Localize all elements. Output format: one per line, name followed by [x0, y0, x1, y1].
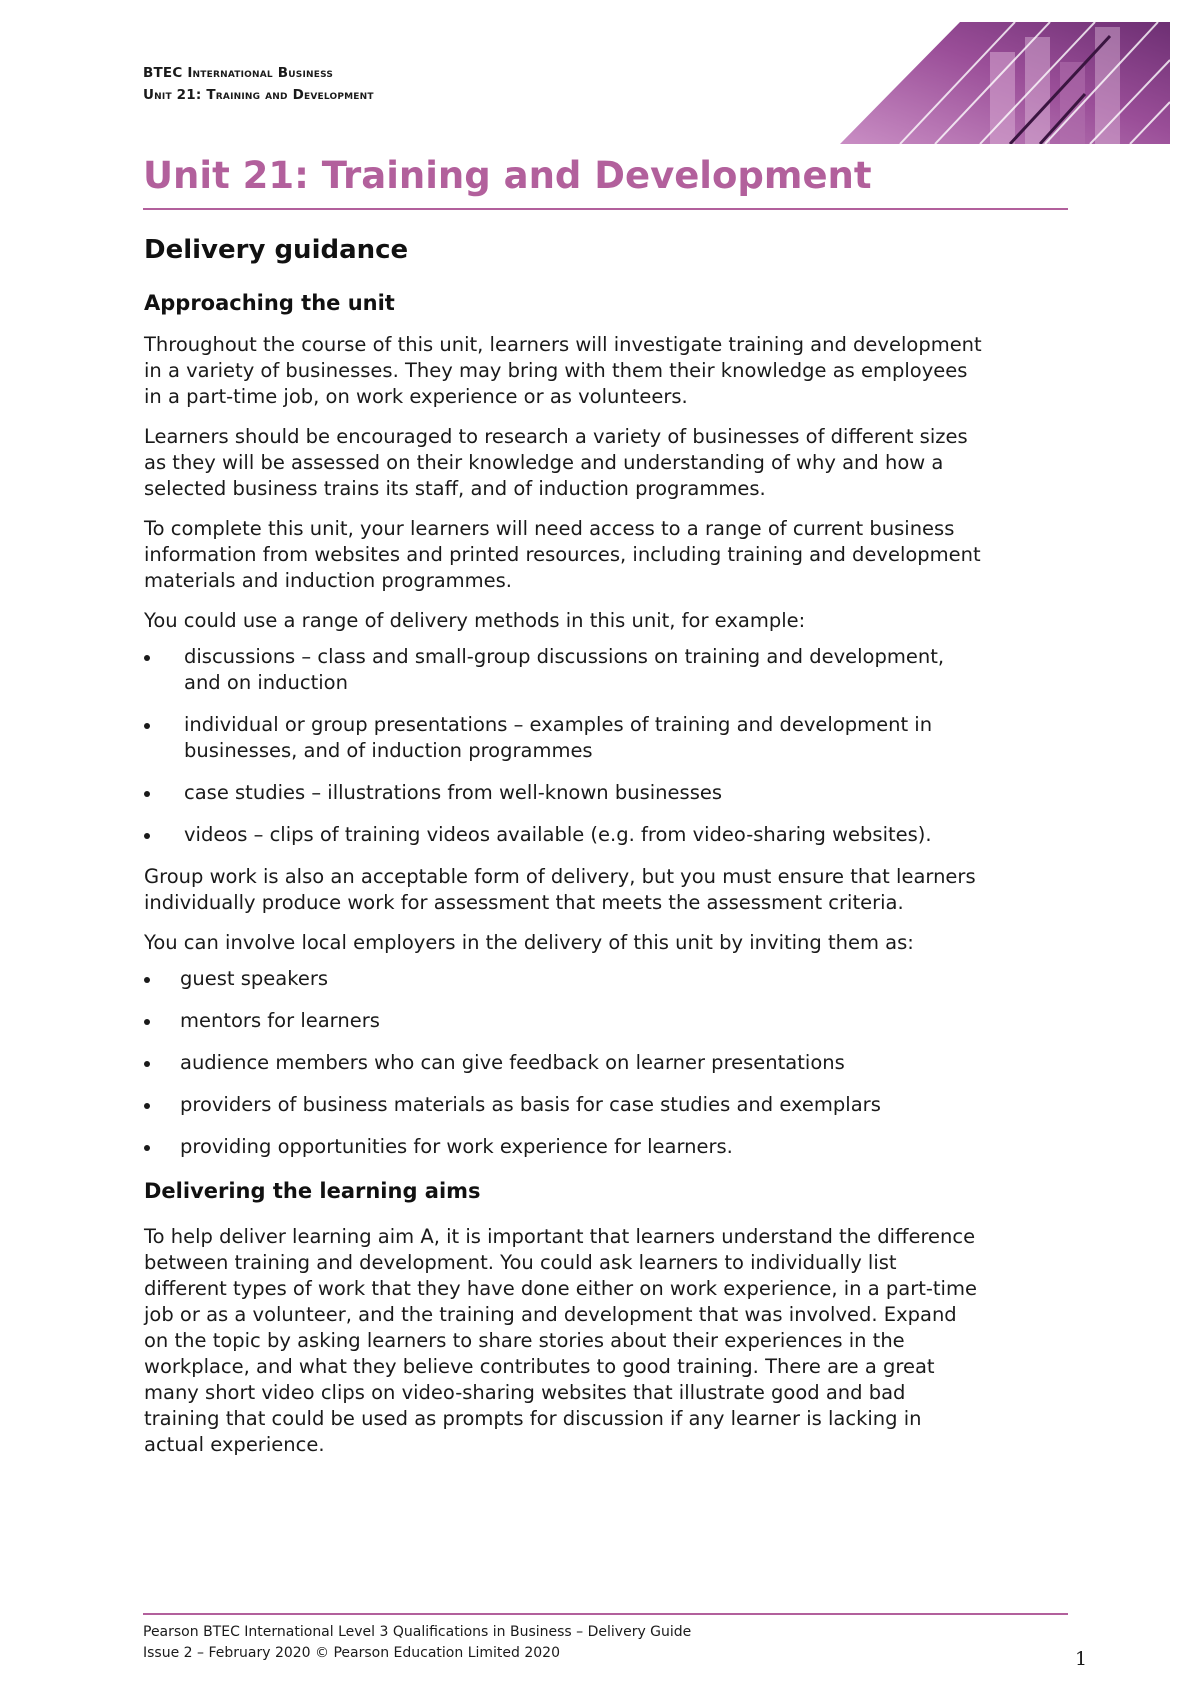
bullet-icon	[144, 791, 150, 797]
paragraph: You could use a range of delivery methods in this unit, for example:	[144, 609, 806, 632]
list-item-text: providers of business materials as basis for case studies and exemplars	[180, 1093, 881, 1116]
bullet-icon	[144, 1145, 150, 1151]
list-item	[144, 644, 984, 696]
list-item-text: videos – clips of training videos available (e.g. from video-sharing websites).	[184, 823, 932, 846]
list-item	[144, 822, 984, 848]
bullet-icon	[144, 1061, 150, 1067]
list-item	[144, 966, 984, 992]
bullet-icon	[144, 833, 150, 839]
paragraph: To complete this unit, your learners will need access to a range of current business information from websites and printed resources, including training and development materials and induction programmes.	[144, 517, 981, 592]
main-content	[144, 232, 984, 1472]
list-item-text: guest speakers	[180, 967, 328, 990]
page-title: Unit 21: Training and Development	[143, 154, 872, 197]
running-header	[143, 62, 374, 106]
list-item-text: discussions – class and small-group discussions on training and development, and on induction	[184, 645, 945, 694]
bullet-icon	[144, 1103, 150, 1109]
paragraph: To help deliver learning aim A, it is important that learners understand the difference between training and development. You could ask learners to individually list different types of work that they have done either on work experience, in a part-time job or as a volunteer, and the training and development that was involved. Expand on the topic by asking learners to share stories about their experiences in the workplace, and what they believe contributes to good training. There are a great many short video clips on video-sharing websites that illustrate good and bad training that could be used as prompts for discussion if any learner is lacking in actual experience.	[144, 1225, 977, 1456]
list-item	[144, 712, 984, 764]
subheading-learning-aims: Delivering the learning aims	[144, 1179, 481, 1203]
list-item	[144, 1134, 984, 1160]
page-number: 1	[1075, 1648, 1088, 1670]
footer-divider	[143, 1613, 1068, 1615]
section-heading: Delivery guidance	[144, 235, 409, 265]
bullet-icon	[144, 977, 150, 983]
paragraph: Throughout the course of this unit, learners will investigate training and development in a variety of businesses. They may bring with them their knowledge as employees in a part-time job, on work experience or as volunteers.	[144, 333, 982, 408]
list-item	[144, 1050, 984, 1076]
list-item	[144, 1008, 984, 1034]
header-series: BTEC International Business	[143, 65, 334, 81]
title-divider	[143, 208, 1068, 210]
list-item	[144, 780, 984, 806]
bullet-icon	[144, 655, 150, 661]
employer-roles-list	[144, 966, 984, 1160]
list-item-text: individual or group presentations – examples of training and development in businesses, and of induction programmes	[184, 713, 933, 762]
list-item-text: audience members who can give feedback on learner presentations	[180, 1051, 845, 1074]
bullet-icon	[144, 723, 150, 729]
list-item-text: mentors for learners	[180, 1009, 380, 1032]
footer-issue: Issue 2 – February 2020 © Pearson Education Limited 2020	[143, 1645, 560, 1661]
header-unit: Unit 21: Training and Development	[143, 87, 374, 103]
delivery-methods-list	[144, 644, 984, 848]
list-item-text: case studies – illustrations from well-known businesses	[184, 781, 723, 804]
list-item-text: providing opportunities for work experience for learners.	[180, 1135, 733, 1158]
bullet-icon	[144, 1019, 150, 1025]
list-item	[144, 1092, 984, 1118]
paragraph: Learners should be encouraged to research a variety of businesses of different sizes as they will be assessed on their knowledge and understanding of why and how a selected business trains its staff, and of induction programmes.	[144, 425, 968, 500]
subheading-approaching: Approaching the unit	[144, 291, 395, 315]
page-footer	[143, 1622, 691, 1664]
header-banner-graphic	[840, 22, 1170, 144]
footer-publication: Pearson BTEC International Level 3 Qualifications in Business – Delivery Guide	[143, 1624, 692, 1640]
paragraph: You can involve local employers in the delivery of this unit by inviting them as:	[144, 931, 914, 954]
paragraph: Group work is also an acceptable form of delivery, but you must ensure that learners individually produce work for assessment that meets the assessment criteria.	[144, 865, 976, 914]
